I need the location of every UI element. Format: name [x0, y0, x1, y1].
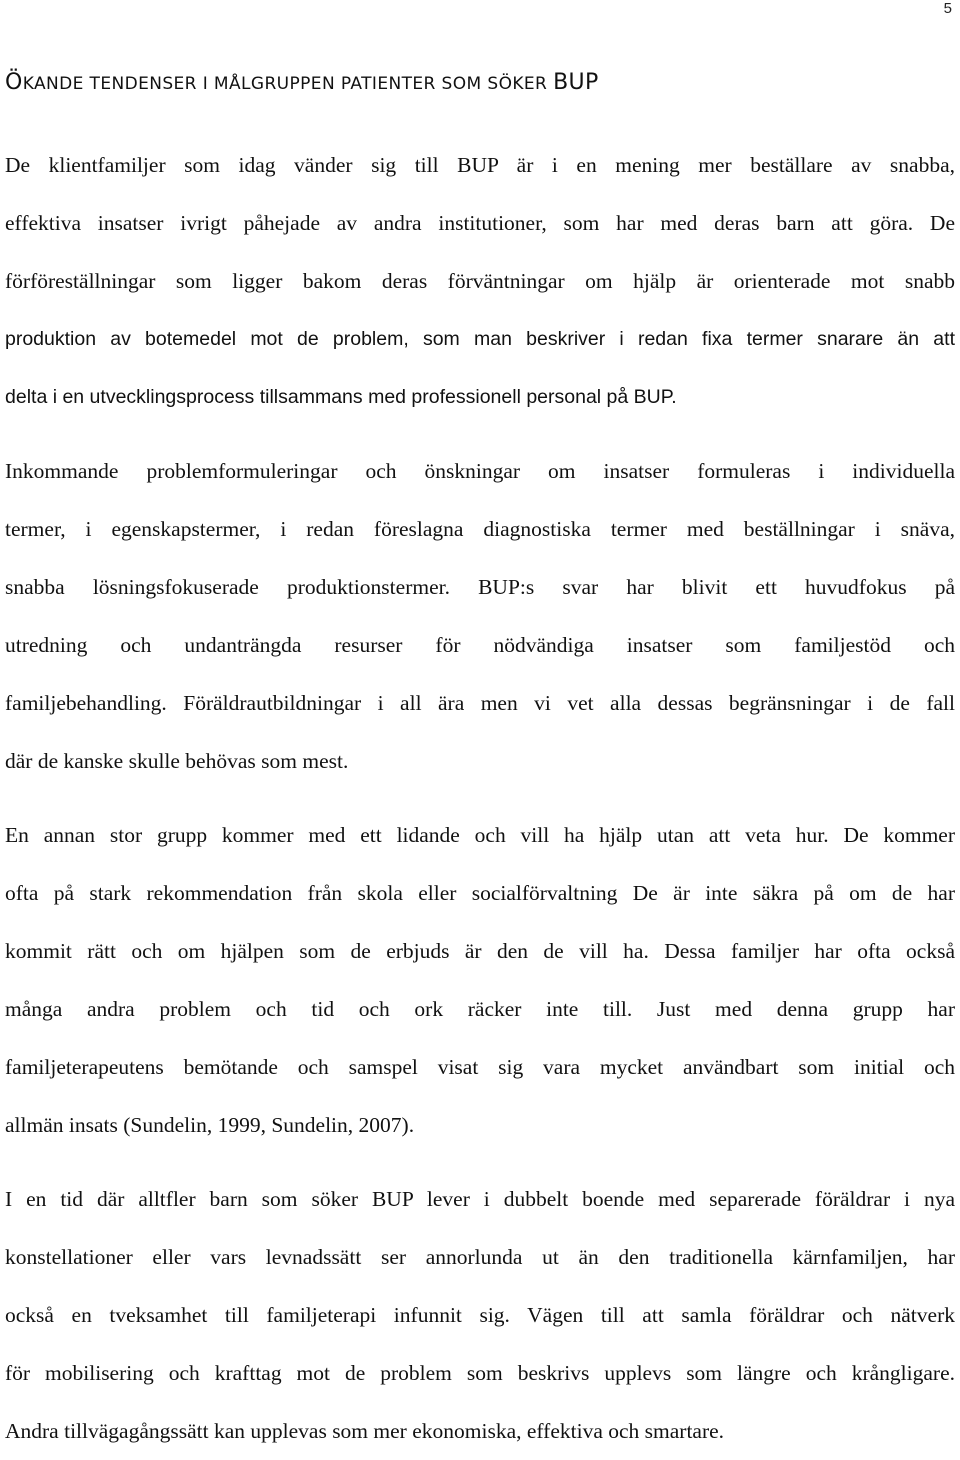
paragraph-line: förföreställningar som ligger bakom deras förväntningar om hjälp är orienterade mot snabb — [5, 269, 955, 293]
paragraph-line: I en tid där alltfler barn som söker BUP lever i dubbelt boende med separerade föräldrar i nya — [5, 1187, 955, 1211]
heading-final-cap: BUP — [553, 70, 599, 95]
paragraph-line: effektiva insatser ivrigt påhejade av andra institutioner, som har med deras barn att göra. De — [5, 211, 955, 235]
paragraph-line: utredning och undanträngda resurser för nödvändiga insatser som familjestöd och — [5, 633, 955, 657]
paragraph-line: delta i en utvecklingsprocess tillsammans med professionell personal på BUP. — [5, 386, 677, 408]
section-heading — [5, 70, 599, 95]
paragraph-line: En annan stor grupp kommer med ett lidande och vill ha hjälp utan att veta hur. De kommer — [5, 823, 955, 847]
paragraph-line: termer, i egenskapstermer, i redan föreslagna diagnostiska termer med beställningar i snäva, — [5, 517, 955, 541]
paragraph-3 — [5, 806, 955, 1154]
paragraph-line: ofta på stark rekommendation från skola eller socialförvaltning De är inte säkra på om de har — [5, 881, 955, 905]
page-number: 5 — [943, 0, 952, 17]
paragraph-line: Inkommande problemformuleringar och önskningar om insatser formuleras i individuella — [5, 459, 955, 483]
heading-initial-cap: Ö — [5, 70, 23, 95]
paragraph-line: allmän insats (Sundelin, 1999, Sundelin, 2007). — [5, 1113, 415, 1137]
paragraph-line: konstellationer eller vars levnadssätt ser annorlunda ut än den traditionella kärnfamiljen, har — [5, 1245, 955, 1269]
heading-text: KANDE TENDENSER I MÅLGRUPPEN PATIENTER SOM SÖKER — [22, 74, 554, 94]
paragraph-line: produktion av botemedel mot de problem, som man beskriver i redan fixa termer snarare än att — [5, 328, 955, 350]
paragraph-line: snabba lösningsfokuserade produktionstermer. BUP:s svar har blivit ett huvudfokus på — [5, 575, 955, 599]
paragraph-1 — [5, 136, 955, 426]
paragraph-line: De klientfamiljer som idag vänder sig till BUP är i en mening mer beställare av snabba, — [5, 153, 955, 177]
paragraph-line: för mobilisering och krafttag mot de problem som beskrivs upplevs som längre och krångligare. — [5, 1361, 955, 1385]
paragraph-line: familjebehandling. Föräldrautbildningar i all ära men vi vet alla dessas begränsningar i de fall — [5, 691, 955, 715]
paragraph-line: kommit rätt och om hjälpen som de erbjuds är den de vill ha. Dessa familjer har ofta också — [5, 939, 955, 963]
paragraph-2 — [5, 442, 955, 790]
paragraph-line: också en tveksamhet till familjeterapi infunnit sig. Vägen till att samla föräldrar och nätverk — [5, 1303, 955, 1327]
paragraph-line: många andra problem och tid och ork räcker inte till. Just med denna grupp har — [5, 997, 955, 1021]
paragraph-line: Andra tillvägagångssätt kan upplevas som mer ekonomiska, effektiva och smartare. — [5, 1419, 725, 1443]
paragraph-line: där de kanske skulle behövas som mest. — [5, 749, 349, 773]
paragraph-4 — [5, 1170, 955, 1460]
paragraph-line: familjeterapeutens bemötande och samspel visat sig vara mycket användbart som initial och — [5, 1055, 955, 1079]
